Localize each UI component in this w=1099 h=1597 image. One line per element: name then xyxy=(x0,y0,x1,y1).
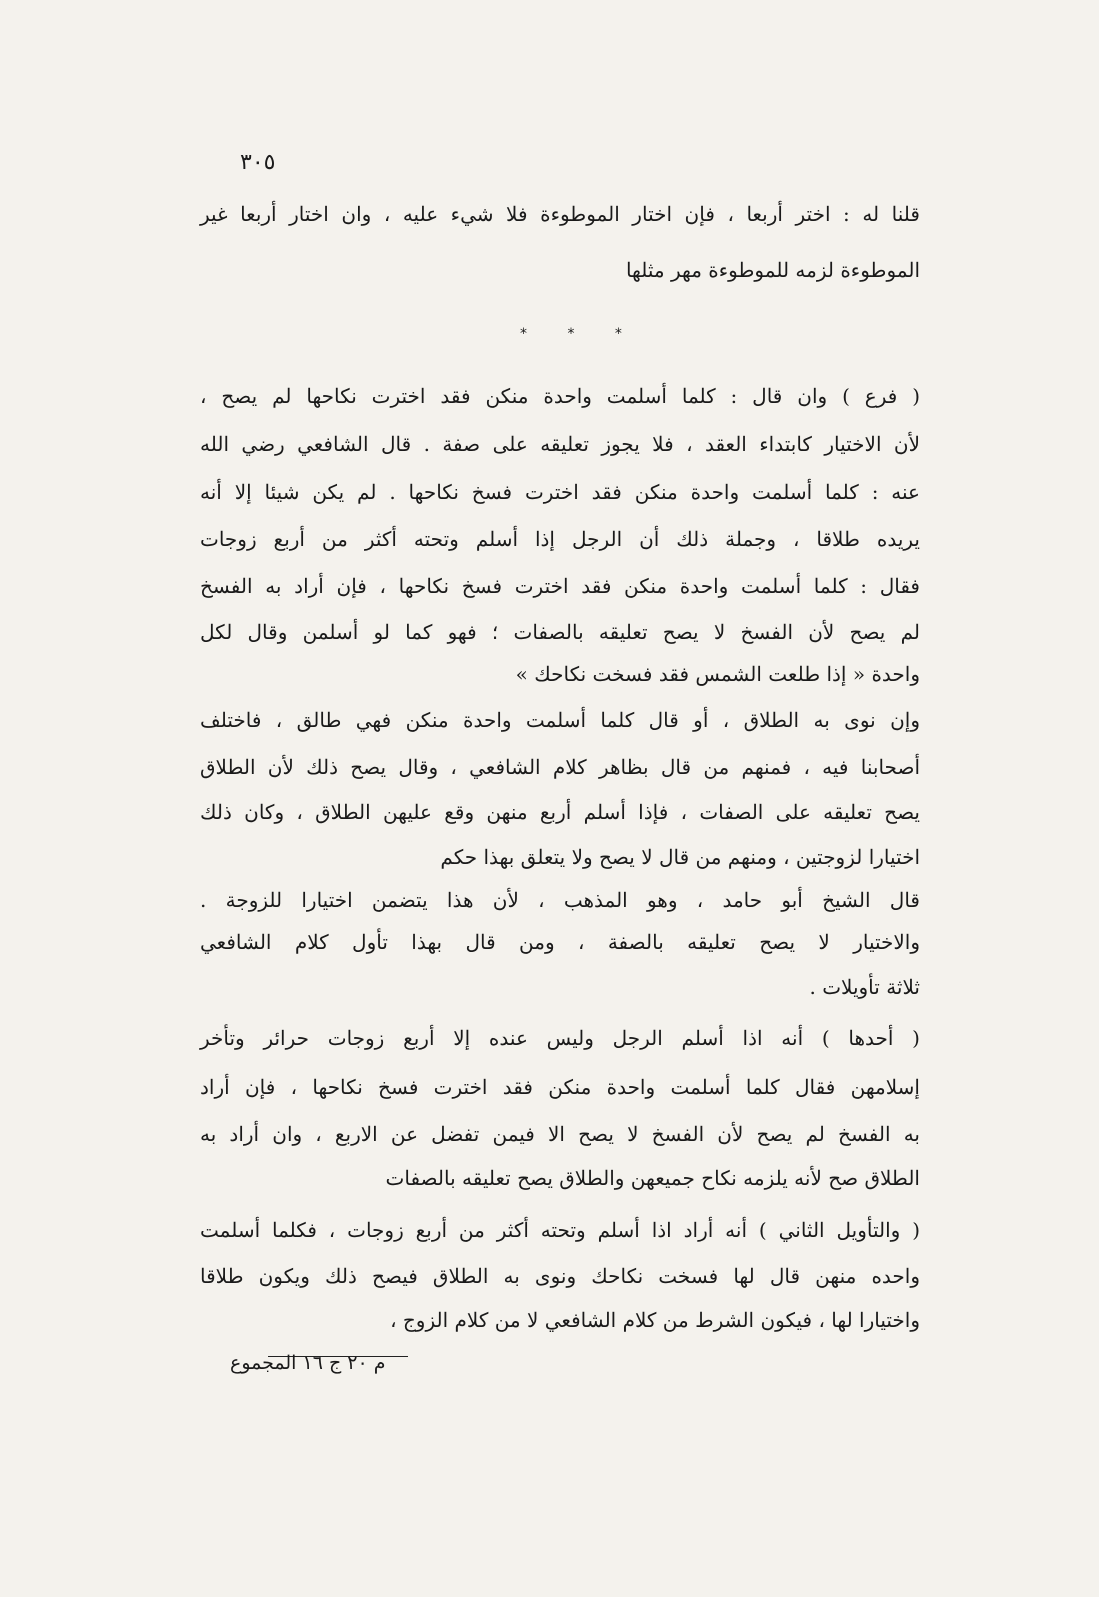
text-line: ( أحدها ) أنه اذا أسلم الرجل وليس عنده إلا أربع زوجات حرائر وتأخر xyxy=(200,1026,920,1050)
text-line: واحدة « إذا طلعت الشمس فقد فسخت نكاحك » xyxy=(515,662,920,686)
text-line: ( والتأويل الثاني ) أنه أراد اذا أسلم وتحته أكثر من أربع زوجات ، فكلما أسلمت xyxy=(200,1218,920,1242)
text-line: ثلاثة تأويلات . xyxy=(809,975,920,999)
footer-signature: م ٢٠ ج ١٦ المجموع xyxy=(230,1352,386,1374)
text-line: أصحابنا فيه ، فمنهم من قال بظاهر كلام الشافعي ، وقال يصح ذلك لأن الطلاق xyxy=(200,755,920,779)
section-separator: * * * xyxy=(520,326,640,342)
text-line: عنه : كلما أسلمت واحدة منكن فقد اخترت فسخ نكاحها . لم يكن شيئا إلا أنه xyxy=(200,480,920,504)
text-line: فقال : كلما أسلمت واحدة منكن فقد اخترت فسخ نكاحها ، فإن أراد به الفسخ xyxy=(200,574,920,598)
text-line: به الفسخ لم يصح لأن الفسخ لا يصح الا فيمن تفضل عن الاربع ، وان أراد به xyxy=(200,1122,920,1146)
text-line: والاختيار لا يصح تعليقه بالصفة ، ومن قال بهذا تأول كلام الشافعي xyxy=(200,930,920,954)
text-line: يصح تعليقه على الصفات ، فإذا أسلم أربع منهن وقع عليهن الطلاق ، وكان ذلك xyxy=(200,800,920,824)
text-line: اختيارا لزوجتين ، ومنهم من قال لا يصح ولا يتعلق بهذا حكم xyxy=(440,845,920,869)
text-line: يريده طلاقا ، وجملة ذلك أن الرجل إذا أسلم وتحته أكثر من أربع زوجات xyxy=(200,527,920,551)
text-line: واحده منهن قال لها فسخت نكاحك ونوى به الطلاق فيصح ذلك ويكون طلاقا xyxy=(200,1264,920,1288)
text-line: واختيارا لها ، فيكون الشرط من كلام الشافعي لا من كلام الزوج ، xyxy=(390,1308,920,1332)
text-line: قال الشيخ أبو حامد ، وهو المذهب ، لأن هذا يتضمن اختيارا للزوجة . xyxy=(200,888,920,912)
page-number: ٣٠٥ xyxy=(240,150,276,175)
text-line: إسلامهن فقال كلما أسلمت واحدة منكن فقد اخترت فسخ نكاحها ، فإن أراد xyxy=(200,1075,920,1099)
text-line: لأن الاختيار كابتداء العقد ، فلا يجوز تعليقه على صفة . قال الشافعي رضي الله xyxy=(200,432,920,456)
text-line: ( فرع ) وان قال : كلما أسلمت واحدة منكن فقد اخترت نكاحها لم يصح ، xyxy=(200,384,920,408)
text-line: وإن نوى به الطلاق ، أو قال كلما أسلمت واحدة منكن فهي طالق ، فاختلف xyxy=(200,708,920,732)
text-line: قلنا له : اختر أربعا ، فإن اختار الموطوءة فلا شيء عليه ، وان اختار أربعا غير xyxy=(200,202,920,226)
text-line: الموطوءة لزمه للموطوءة مهر مثلها xyxy=(625,258,920,282)
text-line: الطلاق صح لأنه يلزمه نكاح جميعهن والطلاق يصح تعليقه بالصفات xyxy=(385,1166,920,1190)
text-line: لم يصح لأن الفسخ لا يصح تعليقه بالصفات ؛ فهو كما لو أسلمن وقال لكل xyxy=(200,620,920,644)
